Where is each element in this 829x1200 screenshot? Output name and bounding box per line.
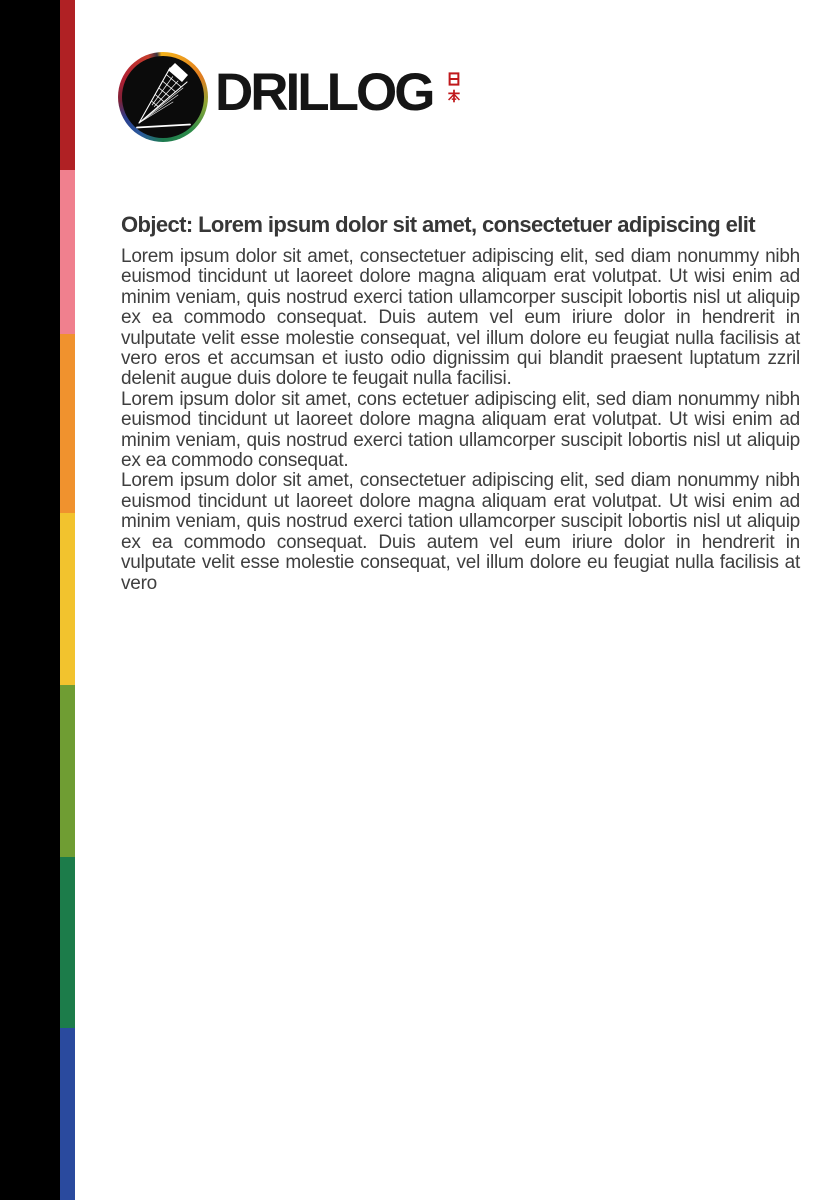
color-strip-segment (60, 1028, 75, 1200)
color-strip-segment (60, 857, 75, 1028)
brand-wordmark: DRILLOG (215, 63, 433, 122)
rainbow-color-strip (60, 0, 75, 1200)
brand-kanji (447, 72, 461, 103)
color-strip-segment (60, 513, 75, 685)
document-subject-heading: Object: Lorem ipsum dolor sit amet, consectetuer adipiscing elit (121, 212, 755, 237)
body-paragraph: Lorem ipsum dolor sit amet, consectetuer adipiscing elit, sed diam nonummy nibh euismod tincidunt ut laoreet dolore magna aliquam erat volutpat. Ut wisi enim ad minim veniam, quis nostrud exerci tation ullamcorper suscipit lobortis nisl ut aliquip ex ea commodo consequat. Duis autem vel eum iriure dolor in hendrerit in vulputate velit esse molestie consequat, vel illum dolore eu feugiat nulla facilisis at vero eros et accumsan et iusto odio dignissim qui blandit praesent luptatum zzril delenit augue duis dolore te feugait nulla facilisi. (121, 246, 800, 390)
color-strip-segment (60, 685, 75, 857)
document-body (121, 247, 800, 594)
sidebar-black-bar (0, 0, 60, 1200)
color-strip-segment (60, 334, 75, 513)
pen-nib-icon (118, 52, 208, 142)
brand-logo (118, 52, 208, 142)
color-strip-segment (60, 170, 75, 334)
body-paragraph: Lorem ipsum dolor sit amet, cons ectetuer adipiscing elit, sed diam nonummy nibh euismod tincidunt ut laoreet dolore magna aliquam erat volutpat. Ut wisi enim ad minim veniam, quis nostrud exerci tation ullamcorper suscipit lobortis nisl ut aliquip ex ea commodo consequat. (121, 388, 800, 472)
body-paragraph: Lorem ipsum dolor sit amet, consectetuer adipiscing elit, sed diam nonummy nibh euismod tincidunt ut laoreet dolore magna aliquam erat volutpat. Ut wisi enim ad minim veniam, quis nostrud exerci tation ullamcorper suscipit lobortis nisl ut aliquip ex ea commodo consequat. Duis autem vel eum iriure dolor in hendrerit in vulputate velit esse molestie consequat, vel illum dolore eu feugiat nulla facilisis at vero (121, 470, 800, 594)
color-strip-segment (60, 0, 75, 170)
kanji-sun-glyph (447, 72, 461, 86)
kanji-book-glyph (447, 89, 461, 103)
